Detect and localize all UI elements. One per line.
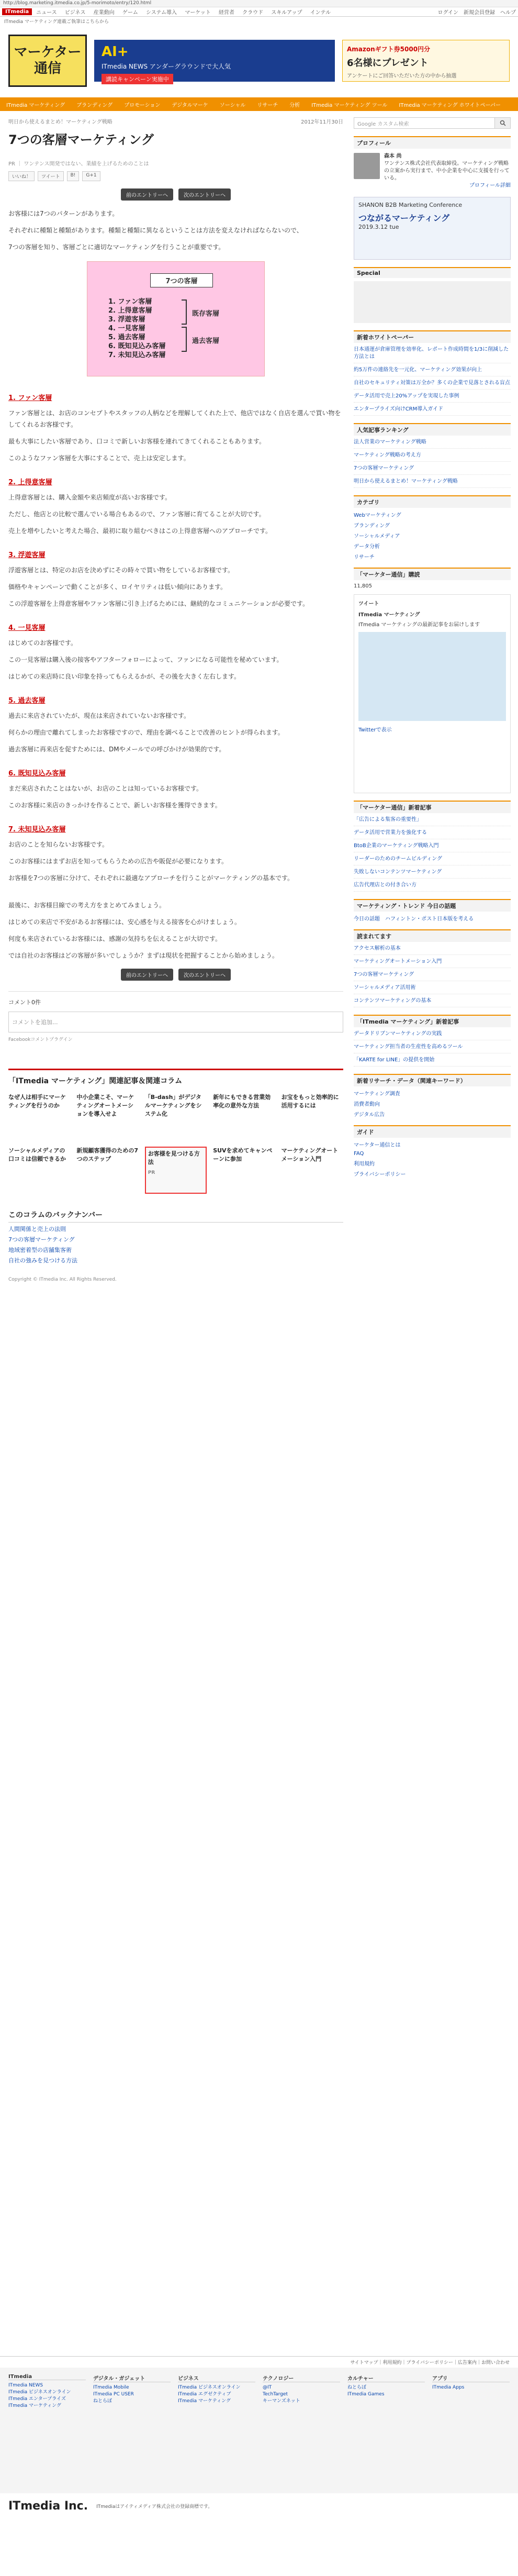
popular-item[interactable]: 7つの客層マーケティング	[354, 465, 511, 475]
footer-col-title: デジタル・ガジェット	[93, 2374, 171, 2382]
news-item[interactable]: 日本通運が倉庫管理を効率化、レポート作成時間を1/3に削減した方法とは	[354, 346, 511, 363]
hatena-button[interactable]: B!	[67, 171, 80, 181]
top-bar	[0, 7, 518, 17]
comment-plugin-label[interactable]: Facebookコメントプラグイン	[8, 1037, 73, 1042]
section-paragraph: ただし、他店との比較で選んでいる場合もあるので、ファン客層に育てることが大切です。	[8, 510, 265, 518]
guide-heading: ガイド	[354, 1125, 511, 1138]
footer-link[interactable]: ITmedia エグゼクティブ	[178, 2392, 231, 2397]
site-logo[interactable]: マーケター通信	[8, 35, 87, 87]
related-item[interactable]: 「B-dash」がデジタルマーケティングをシステム化	[144, 1094, 202, 1117]
pager-bottom	[8, 969, 343, 981]
latest-list	[354, 816, 511, 892]
guide-link[interactable]: 利用規約	[354, 1161, 375, 1167]
category-link[interactable]: ソーシャルメディア	[354, 534, 400, 539]
campaign-link[interactable]: デジタル広告	[354, 1112, 385, 1118]
footer	[0, 2356, 518, 2519]
like-button[interactable]: いいね！	[8, 171, 35, 181]
section-heading: 3. 浮遊客層	[8, 551, 46, 559]
amazon-banner[interactable]	[342, 40, 510, 82]
profile-text: ワンテンス株式会社代表取締役。マーケティング戦略の立案から実行まで、中小企業を中心に支援を行っている。	[384, 161, 510, 181]
breadcrumb[interactable]: 明日から使えるまとめ！マーケティング戦略	[8, 119, 112, 125]
read-list	[354, 945, 511, 1007]
footer-col-title: カルチャー	[347, 2374, 425, 2382]
top-nav-item[interactable]: ゲーム	[122, 10, 138, 16]
section-heading: 2. 上得意客層	[8, 479, 52, 486]
main-nav-item[interactable]: ITmedia マーケティング ツール	[311, 102, 388, 108]
back-numbers	[8, 1209, 343, 1264]
latest-item[interactable]: 失敗しないコンテンツマーケティング	[354, 869, 511, 879]
prev-entry-button[interactable]: 前のエントリーへ	[121, 188, 173, 201]
follow-count: 11,805	[354, 583, 372, 589]
campaign-heading: 新着リサーチ・データ（関連キーワード）	[354, 1074, 511, 1086]
popular-heading: 人気記事ランキング	[354, 423, 511, 436]
main-column	[8, 117, 343, 1282]
follow-heading: 「マーケター通信」購読	[354, 568, 511, 580]
tweet-embed-link[interactable]: Twitterで表示	[358, 727, 392, 733]
footer-col-title: アプリ	[432, 2374, 510, 2382]
footer-col	[8, 2374, 86, 2487]
profile-more-link[interactable]: プロフィール詳細	[469, 183, 511, 188]
guide-link[interactable]: FAQ	[354, 1151, 364, 1157]
campaign-link[interactable]: マーケティング調査	[354, 1091, 400, 1097]
footer-link[interactable]: ITmedia PC USER	[93, 2392, 134, 2397]
login-link[interactable]: ログイン	[437, 10, 458, 16]
latest-item[interactable]: 広告代理店との付き合い方	[354, 882, 511, 892]
conference-banner[interactable]	[354, 197, 511, 260]
category-link[interactable]: ブランディング	[354, 523, 390, 529]
url-text: http://blog.marketing.itmedia.co.jp/5-morimoto/entry/120.html	[3, 1, 152, 6]
section-paragraph: 最も大事にしたい客層であり、口コミで新しいお客様を連れてきてくれることもあります。	[8, 438, 266, 445]
section-paragraph: 過去に来店されていたが、現在は来店されていないお客様です。	[8, 712, 190, 719]
footer-col	[263, 2374, 340, 2487]
read-heading: 読まれてます	[354, 929, 511, 942]
special-banner[interactable]	[354, 281, 511, 323]
section-paragraph: この一見客層は購入後の接客やアフターフォローによって、ファンになる可能性を秘めています。	[8, 656, 283, 663]
comment-input[interactable]: コメントを追加...	[8, 1012, 343, 1032]
section-heading: 7. 未知見込み客層	[8, 826, 66, 834]
copyright: Copyright © ITmedia Inc. All Rights Reserved.	[8, 1277, 117, 1282]
ai-banner-cta: 講読キャンペーン実施中	[102, 74, 173, 84]
section-heading: 6. 既知見込み客層	[8, 770, 66, 778]
gplus-button[interactable]: G+1	[82, 171, 100, 181]
top-nav-item[interactable]: システム導入	[146, 10, 177, 16]
main-nav-item[interactable]: プロモーション	[124, 102, 161, 108]
related-item[interactable]: マーケティングオートメーション入門	[281, 1147, 339, 1162]
register-link[interactable]: 新規会員登録	[464, 10, 495, 16]
footer-link[interactable]: キーマンズネット	[263, 2399, 300, 2404]
read-item[interactable]: 7つの客層マーケティング	[354, 971, 511, 981]
ranking-heading: マーケティング・トレンド 今日の話題	[354, 899, 511, 912]
search-input[interactable]: Google カスタム検索	[357, 121, 409, 127]
read-item[interactable]: マーケティングオートメーション入門	[354, 958, 511, 968]
itmedia-list	[354, 1030, 511, 1067]
section-paragraph: 何らかの理由で離れてしまったお客様ですので、理由を調べることで改善のヒントが得られます。	[8, 729, 284, 736]
read-item[interactable]: アクセス解析の基本	[354, 945, 511, 955]
footer-link[interactable]: ねとらぼ	[347, 2385, 367, 2390]
footer-link[interactable]: ITmedia Mobile	[93, 2385, 129, 2390]
main-nav-item[interactable]: リサーチ	[257, 102, 278, 108]
footer-links	[0, 2368, 518, 2493]
figure-item: 5. 過去客層	[108, 334, 145, 341]
related-item[interactable]: お宝をもっと効率的に活用するには	[281, 1094, 339, 1109]
main-nav	[0, 97, 518, 111]
corp-logo[interactable]: ITmedia Inc.	[8, 2500, 88, 2513]
ai-banner[interactable]	[94, 40, 335, 82]
related-item[interactable]: ソーシャルメディアの口コミは信頼できるか	[8, 1147, 66, 1162]
related-grid	[8, 1093, 343, 1194]
figure-list	[108, 297, 166, 360]
intro-paragraph: 7つの客層を知り、客層ごとに適切なマーケティングを行うことが重要です。	[8, 243, 225, 251]
prev-entry-button[interactable]: 前のエントリーへ	[121, 969, 173, 981]
footer-col	[347, 2374, 425, 2487]
related-articles	[8, 1069, 343, 1194]
section-paragraph: このお客様に来店のきっかけを作ることで、新しいお客様を獲得できます。	[8, 802, 221, 809]
footer-col	[178, 2374, 255, 2487]
section-heading: 4. 一見客層	[8, 624, 46, 632]
category-link[interactable]: Webマーケティング	[354, 513, 401, 518]
popular-item[interactable]: 明日から使えるまとめ！マーケティング戦略	[354, 478, 511, 488]
top-nav-item[interactable]: 経営者	[218, 10, 234, 16]
related-ad-label: PR	[148, 1170, 155, 1175]
main-nav-item[interactable]: ITmedia マーケティング	[6, 102, 65, 108]
figure-item: 3. 浮遊客層	[108, 316, 145, 324]
closing-paragraph: 最後に、お客様目線での考え方をまとめてみましょう。	[8, 902, 166, 909]
top-nav-item[interactable]: インテル	[310, 10, 331, 16]
avatar	[354, 153, 380, 179]
related-ad-text: お客様を見つける方法	[148, 1150, 200, 1165]
footer-link[interactable]: @IT	[263, 2385, 272, 2390]
sidebar	[354, 117, 511, 1178]
closing-paragraph: 何度も来店されているお客様には、感謝の気持ちを伝えることが大切です。	[8, 935, 222, 942]
section-paragraph: このお客様にはまずお店を知ってもらうための広告や販促が必要になります。	[8, 858, 228, 865]
footer-link[interactable]: ITmedia エンタープライズ	[8, 2396, 66, 2402]
related-item[interactable]: SUVを求めてキャンペーンに参加	[213, 1147, 273, 1162]
figure-bracket	[182, 299, 187, 325]
ai-banner-text: ITmedia NEWS アンダーグラウンドで大人気	[102, 63, 231, 70]
section-paragraph: お客様を7つの客層に分けて、それぞれに最適なアプローチを行うことがマーケティングの基本です。	[8, 874, 294, 882]
itmedia-logo[interactable]: ITmedia	[2, 8, 32, 15]
pager-top	[8, 188, 343, 201]
profile-heading: プロフィール	[354, 136, 511, 149]
itmedia-heading: 「ITmedia マーケティング」新着記事	[354, 1015, 511, 1027]
figure-item: 2. 上得意客層	[108, 307, 152, 315]
amazon-banner-title: Amazonギフト券5000円分	[347, 46, 431, 53]
tweet-heading: ツイート	[358, 601, 379, 607]
top-nav-item[interactable]: ニュース	[36, 10, 57, 16]
main-nav-item[interactable]: デジタルマーケ	[172, 102, 208, 108]
intro-paragraph: お客様には7つのパターンがあります。	[8, 210, 119, 217]
profile	[354, 153, 511, 190]
latest-item[interactable]: 「広告による集客の重要性」	[354, 816, 511, 826]
amazon-banner-big: 6名様にプレゼント	[347, 58, 429, 69]
closing-paragraph: では自社のお客様はどの客層が多いでしょうか？まずは現状を把握することから始めましょう。	[8, 952, 279, 959]
amazon-banner-sub: アンケートにご回答いただいた方の中から抽選	[347, 73, 457, 79]
campaign-link[interactable]: 消費者動向	[354, 1102, 380, 1107]
news-item[interactable]: 自社のセキュリティ対策は万全か？多くの企業で見落とされる盲点	[354, 380, 511, 390]
footer-link[interactable]: ITmedia NEWS	[8, 2383, 43, 2388]
conference-date: 2019.3.12 tue	[358, 224, 399, 230]
post-date: 2012年11月30日	[301, 119, 343, 125]
itmedia-item[interactable]: 「KARTE for LINE」の提供を開始	[354, 1057, 511, 1067]
tweet-image[interactable]	[358, 632, 506, 721]
section-paragraph: 上得意客層とは、購入金額や来店頻度が高いお客様です。	[8, 494, 172, 501]
figure-title: 7つの客層	[150, 273, 213, 287]
section-paragraph: 売上を増やしたいと考えた場合、最初に取り組むべきはこの上得意客層へのアプローチです。	[8, 527, 272, 535]
next-entry-button[interactable]: 次のエントリーへ	[178, 969, 231, 981]
figure-item: 4. 一見客層	[108, 325, 145, 332]
main-nav-item[interactable]: ITmedia マーケティング ホワイトペーパー	[399, 102, 501, 108]
guide-link[interactable]: マーケター通信とは	[354, 1142, 401, 1148]
back-number-link[interactable]: 自社の強みを見つける方法	[8, 1257, 77, 1264]
special-heading: Special	[354, 267, 511, 278]
footer-link[interactable]: TechTarget	[263, 2392, 288, 2397]
section-heading: 1. ファン客層	[8, 394, 52, 402]
section-paragraph: 浮遊客層とは、特定のお店を決めずにその時々で買い物をしているお客様です。	[8, 567, 234, 574]
section-paragraph: お店のことを知らないお客様です。	[8, 841, 109, 848]
back-numbers-title: このコラムのバックナンバー	[8, 1209, 343, 1223]
footer-col-title: テクノロジー	[263, 2374, 340, 2382]
top-nav-item[interactable]: 産業動向	[93, 10, 115, 16]
twitter-embed	[354, 594, 511, 793]
profile-name: 森本 尚	[384, 153, 402, 159]
related-item[interactable]: 新規顧客獲得のための7つのステップ	[76, 1147, 139, 1162]
section-paragraph: 価格やキャンペーンで動くことが多く、ロイヤリティは低い傾向にあります。	[8, 583, 227, 591]
top-nav-item[interactable]: マーケット	[185, 10, 211, 16]
main-nav-item[interactable]: 分析	[289, 102, 300, 108]
footer-link[interactable]: ITmedia Games	[347, 2392, 385, 2397]
help-link[interactable]: ヘルプ	[500, 10, 516, 16]
footer-link[interactable]: ITmedia マーケティング	[178, 2399, 231, 2404]
conference-title: SHANON B2B Marketing Conference	[358, 202, 463, 208]
share-buttons	[8, 171, 343, 181]
related-item[interactable]: なぜ人は相手にマーケティングを行うのか	[8, 1094, 66, 1109]
news-item[interactable]: 約5万件の連絡先を一元化、マーケティング効果が向上	[354, 367, 511, 376]
news-list	[354, 346, 511, 416]
footer-col-title: ITmedia	[8, 2374, 86, 2380]
section-paragraph: まだ来店されたことはないが、お店のことは知っているお客様です。	[8, 785, 203, 792]
related-ad[interactable]	[145, 1147, 207, 1194]
figure-bracket	[182, 327, 187, 352]
footer-bar[interactable]: サイトマップ｜利用規約｜プライバシーポリシー｜広告案内｜お問い合わせ	[0, 2356, 518, 2368]
closing-paragraph: はじめての来店で不安があるお客様には、安心感を与える接客を心がけましょう。	[8, 918, 241, 926]
footer-col	[93, 2374, 171, 2487]
closing	[8, 900, 343, 961]
back-number-link[interactable]: 地域密着型の店舗集客術	[8, 1247, 72, 1253]
top-nav-item[interactable]: スキルアップ	[271, 10, 302, 16]
news-heading: 新着ホワイトペーパー	[354, 330, 511, 343]
category-heading: カテゴリ	[354, 495, 511, 508]
news-item[interactable]: エンタープライズ向けCRM導入ガイド	[354, 406, 511, 416]
read-item[interactable]: コンテンツマーケティングの基本	[354, 997, 511, 1007]
section-paragraph: ファン客層とは、お店のコンセプトやスタッフの人柄などを理解してくれた上で、他店ではなく自店を選んで買い物をしてくれるお客様です。	[8, 409, 341, 428]
ai-banner-title: AI+	[102, 44, 129, 60]
section-paragraph: このようなファン客層を大事にすることで、売上は安定します。	[8, 454, 190, 462]
top-right-links	[438, 8, 516, 16]
search-box	[354, 117, 511, 129]
footer-col	[432, 2374, 510, 2487]
popular-item[interactable]: マーケティング戦略の考え方	[354, 452, 511, 462]
tweet-text: ITmedia マーケティングの最新記事をお届けします	[358, 622, 480, 628]
customer-layers-figure	[87, 261, 265, 376]
latest-item[interactable]: BtoB企業のマーケティング戦略入門	[354, 842, 511, 852]
corp-text: ITmediaはアイティメディア株式会社の登録商標です。	[96, 2504, 213, 2510]
footer-link[interactable]: ITmedia ビジネスオンライン	[178, 2385, 241, 2390]
related-item[interactable]: 新年にもできる営業効率化の意外な方法	[213, 1094, 271, 1109]
back-number-link[interactable]: 人間関係と売上の法則	[8, 1226, 66, 1233]
main-nav-item[interactable]: ブランディング	[76, 102, 113, 108]
comment-count: コメント0件	[8, 999, 41, 1006]
footer-col-title: ビジネス	[178, 2374, 255, 2382]
category-link[interactable]: リサーチ	[354, 554, 375, 560]
tweet-user[interactable]: ITmedia マーケティング	[358, 612, 420, 618]
tweet-button[interactable]: ツイート	[38, 171, 64, 181]
header	[0, 29, 518, 97]
next-entry-button[interactable]: 次のエントリーへ	[178, 188, 231, 201]
corporate-footer	[0, 2493, 518, 2519]
news-item[interactable]: データ活用で売上20%アップを実現した事例	[354, 393, 511, 403]
read-item[interactable]: ソーシャルメディア活用術	[354, 984, 511, 994]
latest-item[interactable]: データ活用で営業力を強化する	[354, 829, 511, 839]
search-icon[interactable]	[494, 118, 510, 128]
itmedia-item[interactable]: マーケティング担当者の生産性を高めるツール	[354, 1043, 511, 1053]
footer-link[interactable]: ITmedia マーケティング	[8, 2403, 61, 2408]
figure-item: 6. 既知見込み客層	[108, 342, 166, 350]
popular-list	[354, 439, 511, 488]
conference-big: つながるマーケティング	[358, 213, 450, 223]
article-meta: PR ｜ ワンテンス開発ではない、業績を上げるためのことは	[8, 161, 149, 167]
section-heading: 5. 過去客層	[8, 697, 46, 705]
ranking-sub[interactable]: 今日の話題 ハフィントン・ポスト日本版を考える	[354, 916, 474, 922]
top-nav-item[interactable]: クラウド	[242, 10, 264, 16]
related-title: 「ITmedia マーケティング」関連記事＆関連コラム	[8, 1077, 183, 1085]
section-paragraph: はじめてのお客様です。	[8, 639, 77, 647]
site-subtitle[interactable]: ITmedia マーケティング連載ご執筆はこちらから	[4, 19, 109, 25]
intro-paragraph: それぞれに種類と種類があります。種類と種類に異なるということは方法を変えなければならないので、	[8, 227, 303, 234]
section-paragraph: はじめての来店時に良い印象を持ってもらえるかが、その後を大きく左右します。	[8, 673, 241, 680]
section-paragraph: この浮遊客層を上得意客層やファン客層に引き上げるためには、継続的なコミュニケーションが必要です。	[8, 600, 309, 607]
main-nav-item[interactable]: ソーシャル	[219, 102, 246, 108]
figure-item: 1. ファン客層	[108, 298, 152, 306]
latest-item[interactable]: リーダーのためのチームビルディング	[354, 856, 511, 865]
figure-group-label: 既存客層	[192, 310, 220, 318]
latest-heading: 「マーケター通信」新着記事	[354, 801, 511, 813]
article-title: 7つの客層マーケティング	[8, 132, 154, 147]
article-head	[8, 117, 343, 125]
top-nav-item[interactable]: ビジネス	[64, 10, 86, 16]
url-bar[interactable]	[0, 0, 518, 7]
itmedia-item[interactable]: データドリブンマーケティングの実践	[354, 1030, 511, 1040]
footer-link[interactable]: ITmedia ビジネスオンライン	[8, 2390, 71, 2395]
popular-item[interactable]: 法人営業のマーケティング戦略	[354, 439, 511, 449]
back-number-link[interactable]: 7つの客層マーケティング	[8, 1236, 75, 1243]
top-nav	[36, 8, 337, 16]
section-paragraph: 過去客層に再来店を促すためには、DMやメールでの呼びかけが効果的です。	[8, 746, 226, 753]
category-link[interactable]: データ分析	[354, 544, 380, 550]
guide-link[interactable]: プライバシーポリシー	[354, 1172, 406, 1178]
footer-link[interactable]: ITmedia Apps	[432, 2385, 465, 2390]
figure-item: 7. 未知見込み客層	[108, 351, 166, 359]
footer-link[interactable]: ねとらぼ	[93, 2399, 112, 2404]
figure-group-label: 過去客層	[192, 337, 220, 345]
article-sections	[8, 392, 343, 884]
comment-area	[8, 991, 343, 1042]
related-item[interactable]: 中小企業こそ、マーケティングオートメーションを導入せよ	[76, 1094, 134, 1117]
